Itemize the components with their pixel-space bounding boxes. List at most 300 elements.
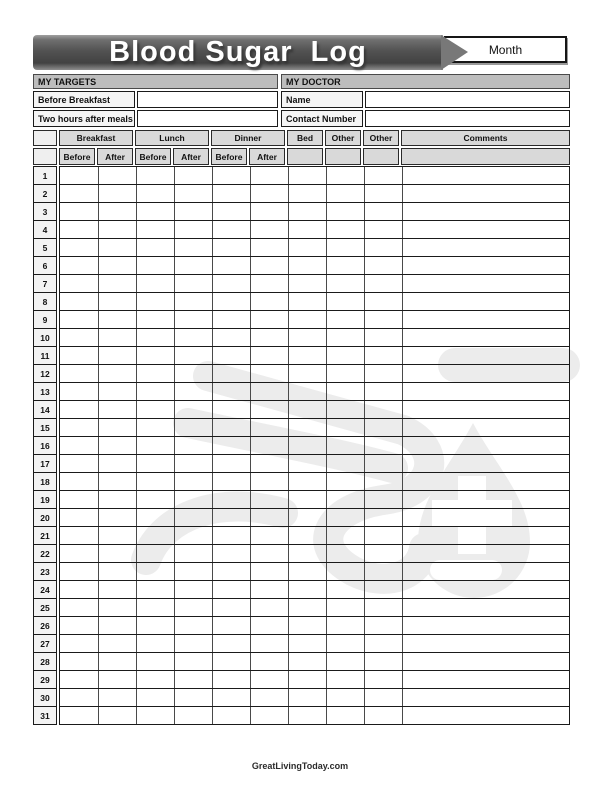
log-cell-comments[interactable] [402, 365, 569, 382]
log-cell-other-1[interactable] [326, 491, 364, 508]
log-cell-other-2[interactable] [364, 257, 402, 274]
log-cell-other-2[interactable] [364, 167, 402, 184]
log-cell-lunch-before[interactable] [136, 167, 174, 184]
log-cell-lunch-before[interactable] [136, 221, 174, 238]
log-cell-breakfast-after[interactable] [98, 635, 136, 652]
log-cell-dinner-after[interactable] [250, 275, 288, 292]
log-cell-lunch-before[interactable] [136, 437, 174, 454]
log-cell-bed[interactable] [288, 689, 326, 706]
log-cell-comments[interactable] [402, 221, 569, 238]
log-cell-comments[interactable] [402, 671, 569, 688]
log-cell-lunch-before[interactable] [136, 689, 174, 706]
log-cell-comments[interactable] [402, 311, 569, 328]
log-cell-breakfast-after[interactable] [98, 329, 136, 346]
log-cell-comments[interactable] [402, 707, 569, 724]
log-cell-other-2[interactable] [364, 293, 402, 310]
log-cell-lunch-before[interactable] [136, 491, 174, 508]
log-cell-bed[interactable] [288, 257, 326, 274]
log-cell-comments[interactable] [402, 491, 569, 508]
log-cell-bed[interactable] [288, 473, 326, 490]
log-cell-breakfast-after[interactable] [98, 311, 136, 328]
log-cell-lunch-before[interactable] [136, 599, 174, 616]
log-cell-other-1[interactable] [326, 689, 364, 706]
log-cell-lunch-after[interactable] [174, 473, 212, 490]
log-cell-comments[interactable] [402, 653, 569, 670]
log-cell-breakfast-before[interactable] [60, 617, 98, 634]
log-cell-other-2[interactable] [364, 689, 402, 706]
log-cell-dinner-before[interactable] [212, 437, 250, 454]
log-cell-lunch-before[interactable] [136, 617, 174, 634]
log-cell-dinner-before[interactable] [212, 419, 250, 436]
log-cell-other-2[interactable] [364, 239, 402, 256]
log-cell-other-2[interactable] [364, 581, 402, 598]
log-cell-lunch-before[interactable] [136, 203, 174, 220]
log-cell-breakfast-before[interactable] [60, 185, 98, 202]
log-cell-other-1[interactable] [326, 707, 364, 724]
log-cell-breakfast-after[interactable] [98, 455, 136, 472]
log-cell-dinner-after[interactable] [250, 527, 288, 544]
log-cell-other-1[interactable] [326, 293, 364, 310]
log-cell-comments[interactable] [402, 437, 569, 454]
log-cell-breakfast-before[interactable] [60, 455, 98, 472]
log-cell-breakfast-after[interactable] [98, 437, 136, 454]
log-cell-lunch-before[interactable] [136, 455, 174, 472]
log-cell-dinner-before[interactable] [212, 167, 250, 184]
log-cell-other-2[interactable] [364, 473, 402, 490]
log-cell-breakfast-before[interactable] [60, 491, 98, 508]
log-cell-other-2[interactable] [364, 653, 402, 670]
log-cell-other-1[interactable] [326, 365, 364, 382]
log-cell-other-1[interactable] [326, 509, 364, 526]
log-cell-dinner-after[interactable] [250, 635, 288, 652]
log-cell-breakfast-before[interactable] [60, 329, 98, 346]
log-cell-lunch-before[interactable] [136, 311, 174, 328]
log-cell-lunch-before[interactable] [136, 581, 174, 598]
log-cell-comments[interactable] [402, 329, 569, 346]
log-cell-lunch-after[interactable] [174, 329, 212, 346]
log-cell-other-1[interactable] [326, 239, 364, 256]
log-cell-other-1[interactable] [326, 617, 364, 634]
log-cell-other-1[interactable] [326, 599, 364, 616]
log-cell-lunch-after[interactable] [174, 455, 212, 472]
log-cell-breakfast-after[interactable] [98, 203, 136, 220]
log-cell-other-2[interactable] [364, 437, 402, 454]
log-cell-dinner-before[interactable] [212, 203, 250, 220]
log-cell-dinner-before[interactable] [212, 383, 250, 400]
log-cell-breakfast-after[interactable] [98, 527, 136, 544]
log-cell-bed[interactable] [288, 347, 326, 364]
log-cell-other-2[interactable] [364, 203, 402, 220]
log-cell-breakfast-before[interactable] [60, 599, 98, 616]
log-cell-lunch-before[interactable] [136, 383, 174, 400]
log-cell-lunch-before[interactable] [136, 257, 174, 274]
log-cell-bed[interactable] [288, 635, 326, 652]
log-cell-lunch-after[interactable] [174, 275, 212, 292]
log-cell-lunch-before[interactable] [136, 275, 174, 292]
log-cell-dinner-after[interactable] [250, 329, 288, 346]
log-cell-breakfast-before[interactable] [60, 581, 98, 598]
log-cell-lunch-before[interactable] [136, 329, 174, 346]
log-cell-lunch-before[interactable] [136, 239, 174, 256]
log-cell-other-1[interactable] [326, 221, 364, 238]
log-cell-breakfast-before[interactable] [60, 545, 98, 562]
log-cell-breakfast-before[interactable] [60, 383, 98, 400]
log-cell-dinner-after[interactable] [250, 707, 288, 724]
log-cell-bed[interactable] [288, 563, 326, 580]
log-cell-other-2[interactable] [364, 221, 402, 238]
log-cell-comments[interactable] [402, 635, 569, 652]
log-cell-comments[interactable] [402, 581, 569, 598]
log-cell-other-1[interactable] [326, 473, 364, 490]
log-cell-dinner-before[interactable] [212, 221, 250, 238]
log-cell-dinner-after[interactable] [250, 617, 288, 634]
log-cell-dinner-before[interactable] [212, 329, 250, 346]
log-cell-lunch-before[interactable] [136, 419, 174, 436]
log-cell-other-1[interactable] [326, 671, 364, 688]
log-cell-dinner-before[interactable] [212, 689, 250, 706]
log-cell-bed[interactable] [288, 185, 326, 202]
log-cell-bed[interactable] [288, 365, 326, 382]
log-cell-dinner-before[interactable] [212, 473, 250, 490]
log-cell-lunch-after[interactable] [174, 689, 212, 706]
log-cell-comments[interactable] [402, 275, 569, 292]
log-cell-other-1[interactable] [326, 275, 364, 292]
log-cell-lunch-after[interactable] [174, 257, 212, 274]
log-cell-lunch-after[interactable] [174, 347, 212, 364]
log-cell-breakfast-after[interactable] [98, 293, 136, 310]
log-cell-lunch-after[interactable] [174, 671, 212, 688]
log-cell-breakfast-before[interactable] [60, 689, 98, 706]
log-cell-dinner-before[interactable] [212, 185, 250, 202]
log-cell-lunch-before[interactable] [136, 293, 174, 310]
log-cell-breakfast-after[interactable] [98, 617, 136, 634]
log-cell-dinner-after[interactable] [250, 185, 288, 202]
log-cell-comments[interactable] [402, 545, 569, 562]
log-cell-other-2[interactable] [364, 527, 402, 544]
log-cell-other-1[interactable] [326, 257, 364, 274]
log-cell-other-2[interactable] [364, 509, 402, 526]
log-cell-breakfast-after[interactable] [98, 509, 136, 526]
log-cell-comments[interactable] [402, 239, 569, 256]
log-cell-breakfast-before[interactable] [60, 221, 98, 238]
log-cell-breakfast-before[interactable] [60, 419, 98, 436]
log-cell-other-1[interactable] [326, 185, 364, 202]
log-cell-dinner-before[interactable] [212, 635, 250, 652]
log-cell-dinner-before[interactable] [212, 599, 250, 616]
log-cell-other-1[interactable] [326, 563, 364, 580]
log-cell-bed[interactable] [288, 329, 326, 346]
log-cell-dinner-before[interactable] [212, 311, 250, 328]
log-cell-comments[interactable] [402, 563, 569, 580]
log-cell-breakfast-after[interactable] [98, 671, 136, 688]
log-cell-breakfast-before[interactable] [60, 203, 98, 220]
log-cell-other-1[interactable] [326, 581, 364, 598]
log-cell-dinner-after[interactable] [250, 653, 288, 670]
log-cell-other-1[interactable] [326, 401, 364, 418]
log-cell-dinner-after[interactable] [250, 401, 288, 418]
log-cell-lunch-before[interactable] [136, 635, 174, 652]
log-cell-breakfast-before[interactable] [60, 509, 98, 526]
log-cell-breakfast-after[interactable] [98, 221, 136, 238]
log-cell-other-1[interactable] [326, 383, 364, 400]
log-cell-comments[interactable] [402, 401, 569, 418]
log-cell-other-2[interactable] [364, 707, 402, 724]
log-cell-breakfast-before[interactable] [60, 437, 98, 454]
log-cell-dinner-before[interactable] [212, 545, 250, 562]
log-cell-breakfast-after[interactable] [98, 365, 136, 382]
log-cell-other-2[interactable] [364, 635, 402, 652]
log-cell-lunch-after[interactable] [174, 617, 212, 634]
log-cell-dinner-before[interactable] [212, 581, 250, 598]
log-cell-lunch-after[interactable] [174, 221, 212, 238]
log-cell-other-1[interactable] [326, 653, 364, 670]
log-cell-comments[interactable] [402, 167, 569, 184]
log-cell-bed[interactable] [288, 275, 326, 292]
log-cell-breakfast-after[interactable] [98, 563, 136, 580]
log-cell-bed[interactable] [288, 545, 326, 562]
log-cell-lunch-after[interactable] [174, 185, 212, 202]
after-meals-field[interactable] [137, 110, 278, 127]
log-cell-lunch-after[interactable] [174, 383, 212, 400]
log-cell-bed[interactable] [288, 401, 326, 418]
log-cell-lunch-after[interactable] [174, 563, 212, 580]
log-cell-dinner-before[interactable] [212, 347, 250, 364]
log-cell-bed[interactable] [288, 599, 326, 616]
log-cell-bed[interactable] [288, 653, 326, 670]
log-cell-other-2[interactable] [364, 545, 402, 562]
log-cell-breakfast-after[interactable] [98, 257, 136, 274]
log-cell-comments[interactable] [402, 419, 569, 436]
log-cell-breakfast-after[interactable] [98, 167, 136, 184]
log-cell-breakfast-before[interactable] [60, 257, 98, 274]
log-cell-other-2[interactable] [364, 617, 402, 634]
log-cell-other-1[interactable] [326, 437, 364, 454]
log-cell-lunch-after[interactable] [174, 203, 212, 220]
log-cell-breakfast-before[interactable] [60, 707, 98, 724]
log-cell-lunch-after[interactable] [174, 635, 212, 652]
log-cell-other-1[interactable] [326, 329, 364, 346]
log-cell-dinner-before[interactable] [212, 653, 250, 670]
log-cell-dinner-before[interactable] [212, 455, 250, 472]
log-cell-dinner-after[interactable] [250, 455, 288, 472]
log-cell-comments[interactable] [402, 455, 569, 472]
log-cell-comments[interactable] [402, 527, 569, 544]
log-cell-dinner-after[interactable] [250, 491, 288, 508]
log-cell-dinner-after[interactable] [250, 473, 288, 490]
log-cell-breakfast-before[interactable] [60, 473, 98, 490]
log-cell-dinner-before[interactable] [212, 671, 250, 688]
log-cell-dinner-before[interactable] [212, 509, 250, 526]
log-cell-breakfast-after[interactable] [98, 653, 136, 670]
log-cell-breakfast-after[interactable] [98, 545, 136, 562]
log-cell-other-1[interactable] [326, 419, 364, 436]
log-cell-dinner-before[interactable] [212, 401, 250, 418]
log-cell-lunch-after[interactable] [174, 293, 212, 310]
log-cell-dinner-before[interactable] [212, 365, 250, 382]
log-cell-lunch-after[interactable] [174, 653, 212, 670]
log-cell-other-1[interactable] [326, 545, 364, 562]
log-cell-bed[interactable] [288, 617, 326, 634]
log-cell-other-2[interactable] [364, 185, 402, 202]
before-breakfast-field[interactable] [137, 91, 278, 108]
log-cell-other-2[interactable] [364, 401, 402, 418]
log-cell-bed[interactable] [288, 581, 326, 598]
log-cell-comments[interactable] [402, 293, 569, 310]
log-cell-breakfast-after[interactable] [98, 707, 136, 724]
log-cell-lunch-before[interactable] [136, 473, 174, 490]
log-cell-breakfast-after[interactable] [98, 473, 136, 490]
log-cell-other-2[interactable] [364, 311, 402, 328]
log-cell-bed[interactable] [288, 671, 326, 688]
log-cell-other-1[interactable] [326, 527, 364, 544]
log-cell-breakfast-before[interactable] [60, 275, 98, 292]
log-cell-comments[interactable] [402, 185, 569, 202]
log-cell-bed[interactable] [288, 311, 326, 328]
log-cell-lunch-after[interactable] [174, 167, 212, 184]
log-cell-lunch-before[interactable] [136, 707, 174, 724]
log-cell-comments[interactable] [402, 257, 569, 274]
log-cell-dinner-after[interactable] [250, 347, 288, 364]
log-cell-other-1[interactable] [326, 311, 364, 328]
log-cell-bed[interactable] [288, 383, 326, 400]
log-cell-breakfast-before[interactable] [60, 347, 98, 364]
log-cell-bed[interactable] [288, 293, 326, 310]
log-cell-dinner-before[interactable] [212, 293, 250, 310]
log-cell-breakfast-after[interactable] [98, 239, 136, 256]
log-cell-dinner-before[interactable] [212, 275, 250, 292]
log-cell-comments[interactable] [402, 689, 569, 706]
log-cell-bed[interactable] [288, 437, 326, 454]
log-cell-dinner-after[interactable] [250, 599, 288, 616]
log-cell-dinner-after[interactable] [250, 365, 288, 382]
log-cell-breakfast-after[interactable] [98, 491, 136, 508]
log-cell-lunch-after[interactable] [174, 365, 212, 382]
log-cell-breakfast-before[interactable] [60, 527, 98, 544]
log-cell-bed[interactable] [288, 239, 326, 256]
log-cell-comments[interactable] [402, 617, 569, 634]
log-cell-dinner-after[interactable] [250, 383, 288, 400]
log-cell-lunch-before[interactable] [136, 653, 174, 670]
log-cell-lunch-after[interactable] [174, 707, 212, 724]
log-cell-dinner-after[interactable] [250, 581, 288, 598]
log-cell-other-2[interactable] [364, 563, 402, 580]
log-cell-breakfast-before[interactable] [60, 635, 98, 652]
log-cell-dinner-after[interactable] [250, 167, 288, 184]
log-cell-other-2[interactable] [364, 491, 402, 508]
log-cell-other-1[interactable] [326, 203, 364, 220]
log-cell-breakfast-after[interactable] [98, 347, 136, 364]
log-cell-breakfast-before[interactable] [60, 671, 98, 688]
log-cell-other-2[interactable] [364, 383, 402, 400]
log-cell-other-2[interactable] [364, 347, 402, 364]
log-cell-bed[interactable] [288, 167, 326, 184]
log-cell-dinner-after[interactable] [250, 689, 288, 706]
log-cell-comments[interactable] [402, 473, 569, 490]
log-cell-other-2[interactable] [364, 599, 402, 616]
log-cell-lunch-before[interactable] [136, 185, 174, 202]
log-cell-dinner-before[interactable] [212, 239, 250, 256]
log-cell-bed[interactable] [288, 527, 326, 544]
log-cell-lunch-after[interactable] [174, 437, 212, 454]
log-cell-other-2[interactable] [364, 455, 402, 472]
log-cell-bed[interactable] [288, 509, 326, 526]
log-cell-breakfast-after[interactable] [98, 581, 136, 598]
log-cell-breakfast-after[interactable] [98, 689, 136, 706]
log-cell-comments[interactable] [402, 347, 569, 364]
log-cell-breakfast-after[interactable] [98, 275, 136, 292]
log-cell-dinner-after[interactable] [250, 563, 288, 580]
log-cell-other-2[interactable] [364, 329, 402, 346]
log-cell-lunch-before[interactable] [136, 347, 174, 364]
log-cell-breakfast-before[interactable] [60, 311, 98, 328]
log-cell-other-2[interactable] [364, 275, 402, 292]
log-cell-dinner-after[interactable] [250, 311, 288, 328]
log-cell-lunch-after[interactable] [174, 419, 212, 436]
log-cell-dinner-after[interactable] [250, 293, 288, 310]
log-cell-lunch-after[interactable] [174, 599, 212, 616]
log-cell-other-2[interactable] [364, 419, 402, 436]
doctor-name-field[interactable] [365, 91, 570, 108]
log-cell-dinner-before[interactable] [212, 707, 250, 724]
log-cell-lunch-after[interactable] [174, 527, 212, 544]
log-cell-breakfast-before[interactable] [60, 563, 98, 580]
log-cell-comments[interactable] [402, 383, 569, 400]
log-cell-bed[interactable] [288, 221, 326, 238]
log-cell-lunch-before[interactable] [136, 365, 174, 382]
log-cell-lunch-before[interactable] [136, 401, 174, 418]
log-cell-lunch-before[interactable] [136, 545, 174, 562]
log-cell-dinner-after[interactable] [250, 419, 288, 436]
log-cell-dinner-after[interactable] [250, 545, 288, 562]
log-cell-other-2[interactable] [364, 365, 402, 382]
log-cell-dinner-after[interactable] [250, 509, 288, 526]
log-cell-breakfast-before[interactable] [60, 653, 98, 670]
log-cell-lunch-before[interactable] [136, 563, 174, 580]
log-cell-comments[interactable] [402, 203, 569, 220]
log-cell-breakfast-after[interactable] [98, 599, 136, 616]
log-cell-other-1[interactable] [326, 347, 364, 364]
log-cell-dinner-after[interactable] [250, 671, 288, 688]
log-cell-breakfast-before[interactable] [60, 293, 98, 310]
log-cell-breakfast-after[interactable] [98, 401, 136, 418]
log-cell-lunch-before[interactable] [136, 527, 174, 544]
log-cell-lunch-after[interactable] [174, 545, 212, 562]
log-cell-lunch-after[interactable] [174, 509, 212, 526]
log-cell-breakfast-before[interactable] [60, 239, 98, 256]
log-cell-dinner-after[interactable] [250, 437, 288, 454]
log-cell-other-1[interactable] [326, 635, 364, 652]
log-cell-dinner-before[interactable] [212, 527, 250, 544]
log-cell-bed[interactable] [288, 455, 326, 472]
log-cell-lunch-after[interactable] [174, 491, 212, 508]
log-cell-other-1[interactable] [326, 167, 364, 184]
log-cell-dinner-after[interactable] [250, 257, 288, 274]
log-cell-comments[interactable] [402, 509, 569, 526]
log-cell-comments[interactable] [402, 599, 569, 616]
log-cell-lunch-before[interactable] [136, 509, 174, 526]
log-cell-dinner-before[interactable] [212, 491, 250, 508]
log-cell-other-2[interactable] [364, 671, 402, 688]
log-cell-dinner-after[interactable] [250, 239, 288, 256]
log-cell-lunch-after[interactable] [174, 239, 212, 256]
log-cell-breakfast-after[interactable] [98, 419, 136, 436]
log-cell-lunch-before[interactable] [136, 671, 174, 688]
log-cell-lunch-after[interactable] [174, 581, 212, 598]
log-cell-lunch-after[interactable] [174, 401, 212, 418]
log-cell-breakfast-after[interactable] [98, 185, 136, 202]
log-cell-bed[interactable] [288, 707, 326, 724]
log-cell-dinner-after[interactable] [250, 203, 288, 220]
